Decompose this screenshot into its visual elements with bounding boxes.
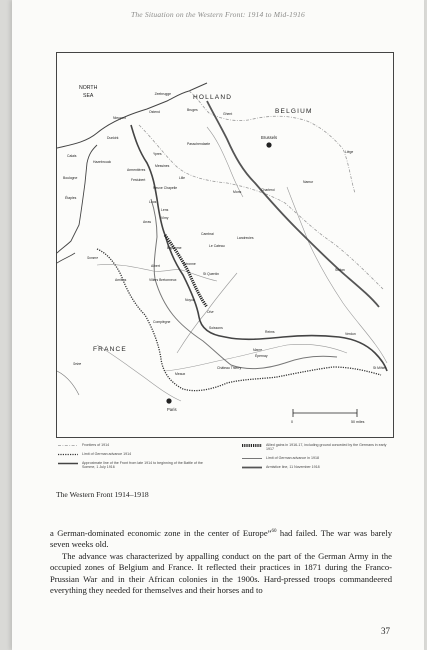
place-label-liege: Liège [345, 150, 354, 154]
paragraph-2: The advance was characterized by appalling conduct on the part of the German Army in the occupied zones of Belgium and France. It reflected their practices in 1871 during the Franco-Prussian War and in their African colonies in the 1900s. Hard-pressed troops commandeered everything they needed for themselves and their horses and to [50, 550, 392, 596]
page-number: 37 [381, 626, 390, 636]
armistice-line-1918 [207, 101, 379, 307]
place-label-peronne: Péronne [183, 262, 196, 266]
place-label-ghent: Ghent [223, 112, 233, 116]
legend-frontiers: Frontiers of 1914 [82, 443, 110, 447]
place-label-etaples: Étaples [65, 196, 77, 200]
place-label-boulogne: Boulogne [63, 176, 78, 180]
river-label-somme: Somme [87, 256, 98, 260]
place-label-festubert: Festubert [131, 178, 146, 182]
place-label-charleroi: Charleroi [261, 188, 275, 192]
map-legend [58, 443, 396, 483]
place-label-messines: Messines [155, 164, 170, 168]
paris-dot [166, 398, 171, 403]
place-label-st-mihiel: St Mihiel [373, 366, 387, 370]
river-label-marne: Marne [253, 348, 263, 352]
place-label-st-quentin: St Quentin [203, 272, 220, 276]
western-front-map [56, 52, 394, 438]
frontier-holland-belgium [189, 91, 355, 193]
coastline-bay [57, 371, 79, 395]
footnote-reference[interactable]: 60 [271, 529, 277, 535]
paragraph-1: a German-dominated economic zone in the center of Europe”$^{60}$ had failed. The war was barely seven weeks old. [50, 528, 392, 550]
place-label-passchendaele: Passchendaele [187, 142, 211, 146]
place-label-meaux: Meaux [175, 372, 186, 376]
legend-limit-1914: Limit of German advance 1914 [82, 452, 132, 456]
place-label-bruges: Bruges [187, 108, 198, 112]
place-label-arras: Arras [143, 220, 152, 224]
brussels-dot [266, 142, 271, 147]
legend-limit-1918: Limit of German advance in 1918 [266, 456, 319, 460]
figure-caption: The Western Front 1914–1918 [56, 490, 149, 499]
place-label-cambrai: Cambrai [201, 232, 214, 236]
place-label-lille: Lille [179, 176, 186, 180]
place-label-namur: Namur [303, 180, 314, 184]
place-label-noyon: Noyon [185, 298, 195, 302]
sea-label-sea: SEA [83, 93, 94, 99]
river-seine [97, 345, 181, 401]
country-label-holland: HOLLAND [193, 94, 233, 101]
sea-label-north: NORTH [79, 85, 98, 91]
place-label-le-cateau: Le Cateau [209, 244, 225, 248]
country-label-france: FRANCE [93, 346, 127, 353]
book-page [12, 0, 424, 650]
place-label-reims: Reims [265, 330, 275, 334]
river-label-oise: Oise [207, 310, 214, 314]
place-label-epernay: Épernay [255, 354, 268, 358]
place-label-chateau-thierry: Château Thierry [217, 366, 242, 370]
legend-front-1916: Approximate line of the Front from late 1914 to beginning of the Battle of the Somme, 1 July 1916 [82, 461, 203, 470]
place-label-ypres: Ypres [153, 152, 162, 156]
place-label-armentieres: Armentières [127, 168, 146, 172]
place-label-landrecies: Landrecies [237, 236, 254, 240]
place-label-vimy: Vimy [161, 216, 169, 220]
place-label-albert: Albert [151, 264, 160, 268]
running-head: The Situation on the Western Front: 1914 to Mid-1916 [130, 10, 305, 19]
place-labels [63, 92, 386, 412]
scale-end: 50 miles [351, 420, 365, 424]
place-label-sedan: Sedan [335, 268, 345, 272]
place-label-ostend: Ostend [149, 110, 160, 114]
coastline-channel [57, 253, 75, 263]
place-label-loos: Loos [149, 200, 157, 204]
place-label-nieuport: Nieuport [113, 116, 126, 120]
country-label-belgium: BELGIUM [275, 108, 313, 115]
place-label-lens: Lens [161, 208, 169, 212]
river-label-seine: Seine [73, 362, 82, 366]
coastline [57, 83, 207, 148]
place-label-neuve-chapelle: Neuve Chapelle [153, 186, 178, 190]
place-label-zeebrugge: Zeebrugge [154, 92, 171, 96]
coastline-west [57, 145, 97, 253]
place-label-dunkirk: Dunkirk [107, 136, 119, 140]
place-label-soissons: Soissons [209, 326, 223, 330]
scale-start: 0 [291, 420, 293, 424]
body-text [50, 528, 392, 596]
legend-allied-gains: Allied gains in 1916-17, including ground conceded by the Germans in early 1917 [266, 443, 387, 452]
place-label-paris: Paris [167, 407, 177, 412]
place-label-calais: Calais [67, 154, 77, 158]
place-label-brussels: Brussels [261, 135, 278, 140]
place-label-hazebrouck: Hazebrouck [93, 160, 112, 164]
place-label-amiens: Amiens [115, 278, 127, 282]
place-label-compiegne: Compiègne [153, 320, 171, 324]
river-scheldt [207, 127, 243, 197]
place-label-mons: Mons [233, 190, 242, 194]
place-label-verdun: Verdun [345, 332, 356, 336]
legend-armistice: Armistice line, 11 November 1918 [266, 465, 320, 469]
place-label-villers-bretonneux: Villers Bretonneux [149, 278, 177, 282]
place-label-bapaume: Bapaume [167, 246, 182, 250]
limit-german-advance-1918 [151, 199, 337, 369]
